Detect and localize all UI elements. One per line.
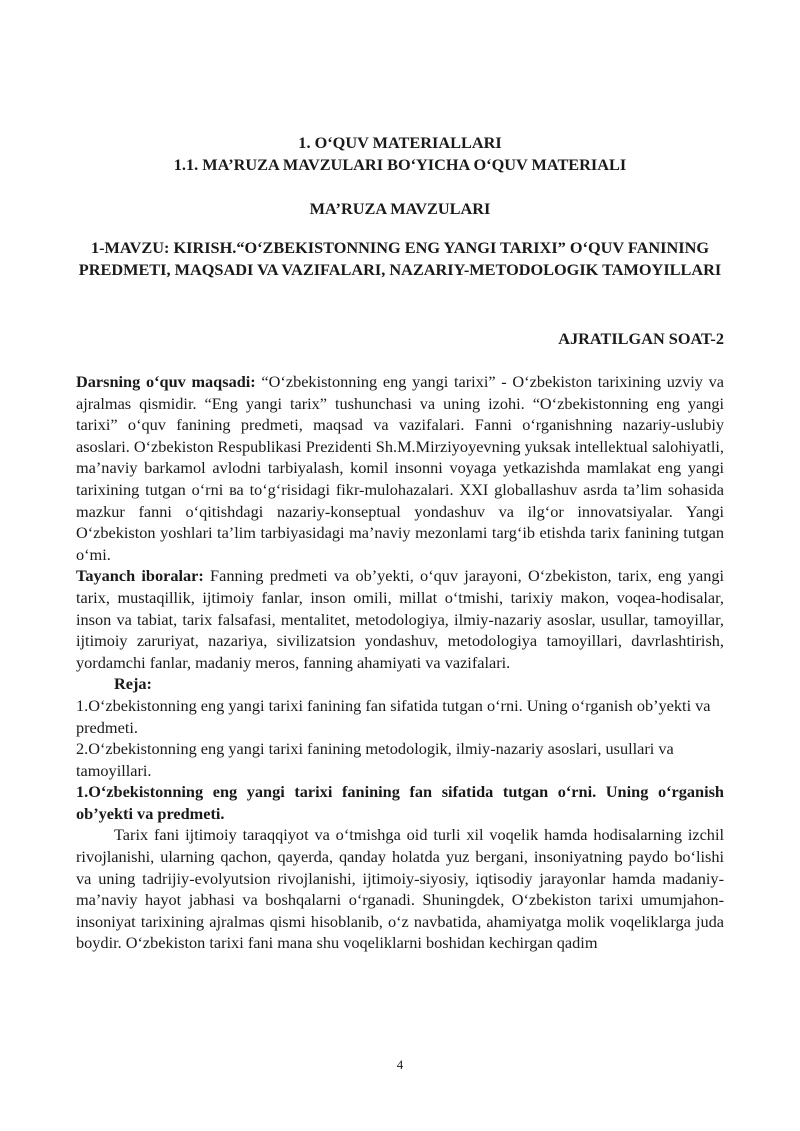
lecture-topics-title: MA’RUZA MAVZULARI xyxy=(309,199,491,218)
section-1-heading: 1.O‘zbekistonning eng yangi tarixi fanining fan sifatida tutgan o‘rni. Uning o‘rganish ob’yekti va predmeti. xyxy=(76,782,724,823)
section-heading xyxy=(76,132,724,175)
heading-line-1: 1. O‘QUV MATERIALLARI xyxy=(298,133,502,152)
goal-text: “O‘zbekistonning eng yangi tarixi” - O‘zbekiston tarixining uzviy va ajralmas qismidir. “Eng yangi tarix” tushunchasi va uning izohi. “O‘zbekistonning eng yangi tarixi” o‘quv fanining predmeti, maqsad va vazifalari. Fanni o‘rganishning nazariy-uslubiy asoslari. O‘zbekiston Respublikasi Prezidenti Sh.M.Mirziyoyevning yuksak intellektual salohiyatli, ma’naviy barkamol avlodni tarbiyalash, komil insonni voyaga yetkazishda mamlakat eng yangi tarixining tutgan o‘rni ва to‘g‘risidagi fikr-mulohazalari. XXI globallashuv asrda ta’lim sohasida mazkur fanni o‘qitishdagi nazariy-konseptual yondashuv va ilg‘or innovatsiyalar. Yangi O‘zbekiston yoshlari ta’lim tarbiyasidagi ma’naviy mezonlami targ‘ib etishda tarix fanining tutgan o‘mi. xyxy=(76,372,724,564)
plan-title: Reja: xyxy=(114,674,152,694)
topic-title: 1-MAVZU: KIRISH.“O‘ZBEKISTONNING ENG YANGI TARIXI” O‘QUV FANINING PREDMETI, MAQSADI VA VAZIFALARI, NAZARIY-METODOLOGIK TAMOYILLARI xyxy=(78,238,722,279)
keywords-text: Fanning predmeti va ob’yekti, o‘quv jarayoni, O‘zbekiston, tarix, eng yangi tarix, mustaqillik, ijtimoiy fanlar, inson omili, millat o‘tmishi, tarixiy makon, voqea-hodisalar, inson va tabiat, tarix falsafasi, mentalitet, metodologiya, ilmiy-nazariy asoslar, usullar, tamoyillar, ijtimoiy zaruriyat, nazariya, sivilizatsion yondashuv, metodologiya tamoyillari, davrlashtirish, yordamchi fanlar, madaniy meros, fanning ahamiyati va vazifalari. xyxy=(76,566,725,672)
plan-item-2: 2.O‘zbekistonning eng yangi tarixi fanining metodologik, ilmiy-nazariy asoslari, usullari va tamoyillari. xyxy=(76,739,674,780)
keywords-label: Tayanch iboralar: xyxy=(76,566,204,586)
goal-label: Darsning o‘quv maqsadi: xyxy=(76,372,256,391)
keywords-paragraph xyxy=(76,565,724,673)
goal-paragraph xyxy=(76,371,724,565)
heading-line-2: 1.1. MA’RUZA MAVZULARI BO‘YICHA O‘QUV MATERIALI xyxy=(173,154,627,174)
plan-item-1: 1.O‘zbekistonning eng yangi tarixi fanining fan sifatida tutgan o‘rni. Uning o‘rganish ob’yekti va predmeti. xyxy=(76,695,711,737)
section-1-paragraph: Tarix fani ijtimoiy taraqqiyot va o‘tmishga oid turli xil voqelik hamda hodisalarning izchil rivojlanishi, ularning qachon, qayerda, qanday holatda yuz bergani, insoniyatning paydo bo‘lishi va uning tadrijiy-evolyutsion rivojlanishi, ijtimoiy-siyosiy, iqtisodiy jarayonlar hamda madaniy-ma’naviy hayot jabhasi va boshqalarni o‘rganadi. Shuningdek, O‘zbekiston tarixi umumjahon-insoniyat tarixining ajralmas qismi hisoblanib, o‘z navbatida, ahamiyatga molik voqeliklarga juda boydir. O‘zbekiston tarixi fani mana shu voqeliklarni boshidan kechirgan qadim xyxy=(76,825,724,953)
allocated-hours: AJRATILGAN SOAT-2 xyxy=(558,329,724,348)
body-text xyxy=(76,371,724,954)
page-number: 4 xyxy=(396,1057,404,1072)
